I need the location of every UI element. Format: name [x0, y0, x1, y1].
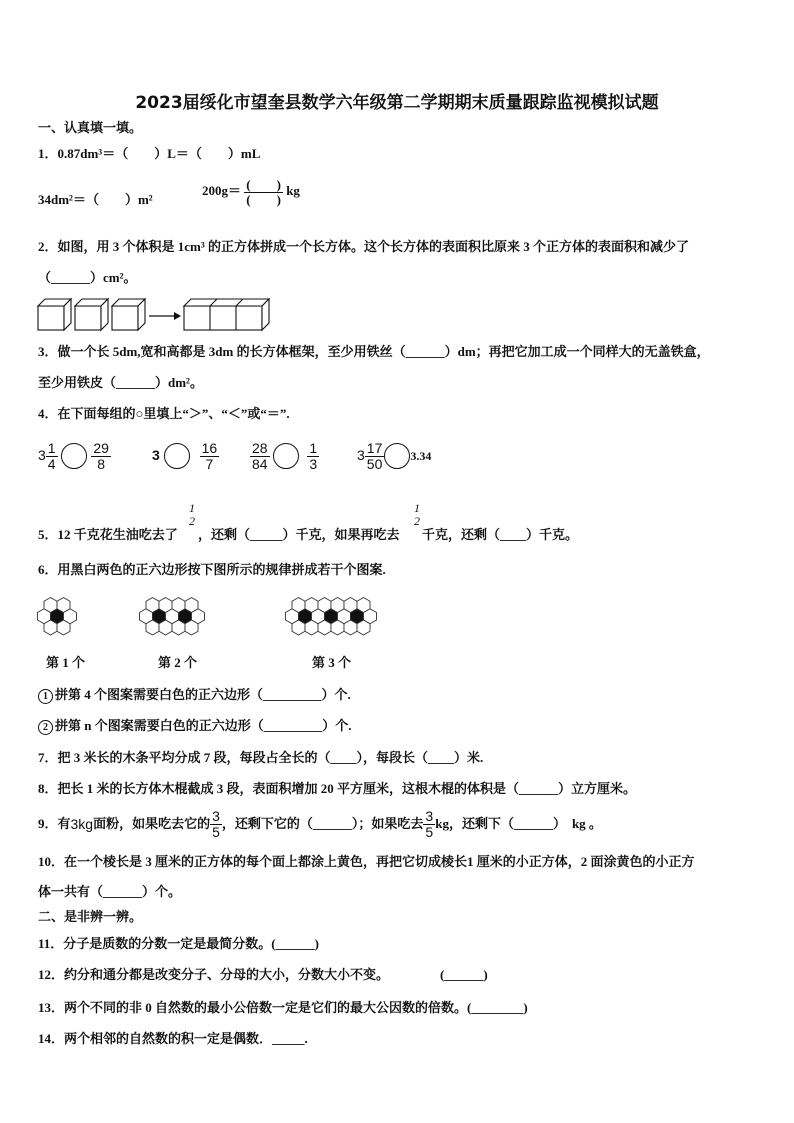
question-3-line-2: 至少用铁皮（______）dm²。 [38, 375, 203, 390]
question-5-part-b: ，还剩（_____）千克，如果再吃去 [198, 527, 400, 542]
question-1-mass: 200g＝ [202, 183, 242, 199]
fraction-numerator: 1 [309, 440, 318, 456]
question-1-line-2b [202, 178, 300, 206]
white-hexagon [292, 598, 305, 613]
fraction-denominator: ( ) [246, 191, 281, 207]
question-9-part-c: ，还剩下它的（______）；如果吃去 [221, 816, 424, 831]
white-hexagon [159, 598, 172, 613]
question-14: 14．两个相邻的自然数的积一定是偶数．_____. [38, 1031, 308, 1046]
white-hexagon [146, 620, 159, 635]
compare-circle[interactable] [61, 443, 87, 469]
whole-number: 3 [357, 446, 365, 463]
fraction-denominator: 5 [212, 823, 220, 840]
question-1-line-1: 1．0.87dm³＝（ ）L＝（ ）mL [38, 146, 261, 161]
question-6-sub-1 [38, 686, 351, 704]
sub-question-text: 拼第 n 个图案需要白色的正六边形（_________）个. [55, 718, 352, 733]
cuboid [184, 299, 269, 330]
white-hexagon [331, 598, 344, 613]
white-hexagon [57, 620, 70, 635]
whole-number: 3 [152, 446, 160, 463]
fraction-denominator: 2 [189, 513, 195, 528]
fraction-numerator: 16 [201, 440, 218, 456]
fraction-numerator: 1 [47, 440, 56, 456]
white-hexagon [331, 620, 344, 635]
fraction-numerator: 28 [252, 440, 268, 456]
pattern-label-3: 第 3 个 [312, 655, 352, 670]
compare-item-1 [38, 441, 111, 471]
question-10-line-2: 体一共有（______）个。 [38, 884, 182, 899]
question-9-mass: 3kg [70, 816, 94, 832]
cube-1 [38, 299, 71, 330]
pattern-label-2: 第 2 个 [158, 655, 198, 670]
compare-item-2 [152, 441, 219, 471]
white-hexagon [44, 598, 57, 613]
fraction-numerator: 3 [212, 807, 220, 824]
question-4-stem: 4．在下面每组的○里填上“＞”、“＜”或“＝”. [38, 406, 290, 421]
white-hexagon [185, 620, 198, 635]
white-hexagon [318, 598, 331, 613]
question-6-stem: 6．用黑白两色的正六边形按下图所示的规律拼成若干个图案. [38, 562, 386, 577]
cube-2 [75, 299, 108, 330]
fraction-denominator: 84 [252, 455, 268, 472]
question-6-sub-2 [38, 717, 351, 735]
white-hexagon [185, 598, 198, 613]
circled-number-1: 1 [38, 689, 53, 704]
question-9-part-b: 面粉，如果吃去它的 [93, 816, 211, 831]
fraction-denominator: 5 [425, 823, 434, 840]
fraction-denominator: 8 [97, 455, 106, 472]
question-2-line-2: （______）cm²。 [38, 270, 137, 285]
sub-question-text: 拼第 4 个图案需要白色的正六边形（_________）个. [55, 687, 351, 702]
fraction-numerator: 1 [189, 501, 195, 515]
compare-circle[interactable] [384, 443, 410, 469]
circled-number-2: 2 [38, 720, 53, 735]
question-9-part-e: kg 。 [571, 816, 602, 831]
question-13: 13．两个不同的非 0 自然数的最小公倍数一定是它们的最大公因数的倍数。(________) [38, 1000, 528, 1015]
fraction-numerator: 17 [366, 440, 383, 456]
white-hexagon [172, 598, 185, 613]
question-5-fraction-1 [187, 502, 197, 527]
question-9 [38, 808, 602, 840]
question-5-part-c: 千克，还剩（____）千克。 [422, 527, 579, 542]
white-hexagon [146, 598, 159, 613]
page-title: 2023届绥化市望奎县数学六年级第二学期期末质量跟踪监视模拟试题 [135, 93, 659, 113]
question-3-line-1: 3．做一个长 5dm,宽和高都是 3dm 的长方体框架，至少用铁丝（______）dm；再把它加工成一个同样大的无盖铁盒， [38, 344, 710, 359]
question-1-line-2a: 34dm²＝（ ）m² [38, 192, 153, 207]
fraction-denominator: 4 [47, 455, 56, 472]
fraction-denominator: 3 [309, 455, 318, 472]
question-1-fraction [244, 178, 283, 206]
fraction-numerator: ( ) [246, 177, 281, 192]
white-hexagon [159, 620, 172, 635]
fraction-denominator: 2 [414, 513, 420, 528]
compare-circle[interactable] [164, 443, 190, 469]
fraction-numerator: 29 [93, 440, 109, 456]
fraction-numerator: 3 [425, 807, 434, 824]
question-2-line-1: 2．如图，用 3 个体积是 1cm³ 的正方体拼成一个长方体。这个长方体的表面积比原来 3 个正方体的表面积和减少了 [38, 239, 689, 254]
whole-number: 3 [38, 446, 46, 463]
white-hexagon [318, 620, 331, 635]
white-hexagon [57, 598, 70, 613]
fraction-numerator: 1 [414, 501, 420, 515]
cubes-diagram [36, 296, 271, 332]
white-hexagon [44, 620, 57, 635]
fraction-denominator: 7 [205, 455, 214, 472]
question-1-unit: kg [286, 183, 300, 199]
question-5-fraction-2 [412, 502, 422, 527]
white-hexagon [344, 620, 357, 635]
white-hexagon [305, 598, 318, 613]
white-hexagon [344, 598, 357, 613]
compare-circle[interactable] [273, 443, 299, 469]
question-10-line-1: 10．在一个棱长是 3 厘米的正方体的每个面上都涂上黄色，再把它切成棱长1 厘米的小正方体，2 面涂黄色的小正方 [38, 854, 695, 869]
question-8: 8．把长 1 米的长方体木棍截成 3 段，表面积增加 20 平方厘米，这根木棍的体积是（______）立方厘米。 [38, 781, 637, 796]
white-hexagon [357, 620, 370, 635]
question-12-answer-blank: (______) [440, 967, 488, 982]
fraction-denominator: 50 [366, 455, 383, 472]
cube-3 [112, 299, 145, 330]
arrow-icon [149, 312, 181, 320]
white-hexagon [305, 620, 318, 635]
hexagon-patterns [36, 588, 408, 644]
question-11: 11．分子是质数的分数一定是最简分数。(______) [38, 936, 319, 951]
question-12: 12．约分和通分都是改变分子、分母的大小，分数大小不变。 [38, 967, 390, 982]
compare-item-3 [250, 441, 319, 471]
question-5-part-a: 5．12 千克花生油吃去了 [38, 527, 178, 542]
question-9-part-a: 9．有 [38, 816, 71, 831]
decimal-value: 3.34 [410, 448, 432, 463]
section-heading-2: 二、是非辨一辨。 [38, 909, 143, 924]
white-hexagon [357, 598, 370, 613]
pattern-label-1: 第 1 个 [46, 655, 86, 670]
section-heading-1: 一、认真填一填。 [38, 120, 143, 135]
compare-item-4 [357, 441, 431, 471]
question-7: 7．把 3 米长的木条平均分成 7 段，每段占全长的（____），每段长（____）米. [38, 750, 484, 765]
question-9-part-d: kg，还剩下（______） [435, 816, 566, 831]
white-hexagon [292, 620, 305, 635]
white-hexagon [172, 620, 185, 635]
